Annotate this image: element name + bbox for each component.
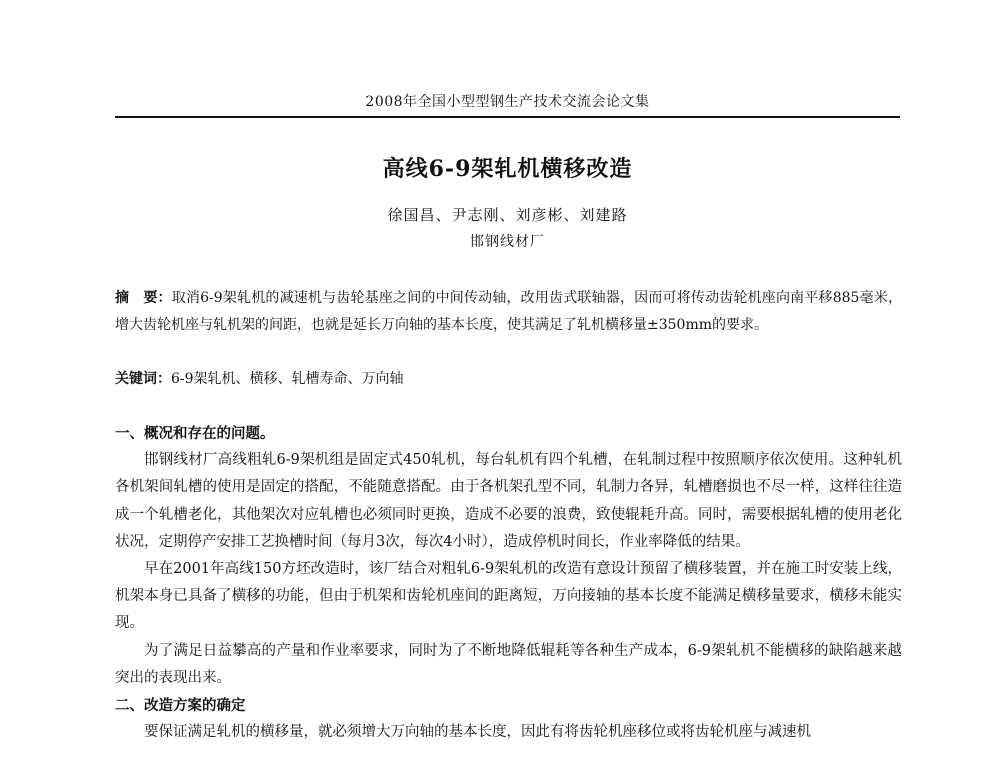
header-rule <box>115 116 900 118</box>
keywords-text: 6-9架轧机、横移、轧槽寿命、万向轴 <box>171 371 404 387</box>
section-heading: 二、改造方案的确定 <box>115 697 246 715</box>
abstract <box>115 285 902 339</box>
keywords <box>115 366 902 393</box>
abstract-label: 摘 要： <box>115 290 172 306</box>
keywords-label: 关键词： <box>115 371 171 387</box>
article-affiliation: 邯钢线材厂 <box>470 234 545 250</box>
body-paragraph: 邯钢线材厂高线粗轧6-9架机组是固定式450轧机，每台轧机有四个轧槽，在轧制过程中按照顺序依次使用。这种轧机各机架间轧槽的使用是固定的搭配，不能随意搭配。由于各机架孔型不同，轧制力各异，轧槽磨损也不尽一样，这样往往造成一个轧槽老化，其他架次对应轧槽也必须同时更换，造成不必要的浪费，致使辊耗升高。同时，需要根据轧槽的使用老化状况，定期停产安排工艺换槽时间（每月3次，每次4小时），造成停机时间长，作业率降低的结果。 <box>115 452 902 550</box>
article-title: 高线6-9架轧机横移改造 <box>382 156 633 182</box>
running-header: 2008年全国小型型钢生产技术交流会论文集 <box>365 94 650 110</box>
abstract-text: 取消6-9架轧机的减速机与齿轮基座之间的中间传动轴，改用齿式联轴器，因而可将传动齿轮机座向南平移885毫米，增大齿轮机座与轧机架的间距，也就是延长万向轴的基本长度，使其满足了轧机横移量±350mm的要求。 <box>115 290 902 333</box>
body-paragraph: 早在2001年高线150方坯改造时，该厂结合对粗轧6-9架轧机的改造有意设计预留了横移装置，并在施工时安装上线，机架本身已具备了横移的功能，但由于机架和齿轮机座间的距离短，万向接轴的基本长度不能满足横移量要求，横移未能实现。 <box>115 561 902 632</box>
article-body <box>115 420 902 746</box>
article-authors: 徐国昌、尹志刚、刘彦彬、刘建路 <box>387 206 628 224</box>
body-paragraph: 要保证满足轧机的横移量，就必须增大万向轴的基本长度，因此有将齿轮机座移位或将齿轮机座与减速机 <box>144 724 811 741</box>
section-heading: 一、概况和存在的问题。 <box>115 425 275 442</box>
body-paragraph: 为了满足日益攀高的产量和作业率要求，同时为了不断地降低辊耗等各种生产成本，6-9架轧机不能横移的缺陷越来越突出的表现出来。 <box>115 642 902 686</box>
